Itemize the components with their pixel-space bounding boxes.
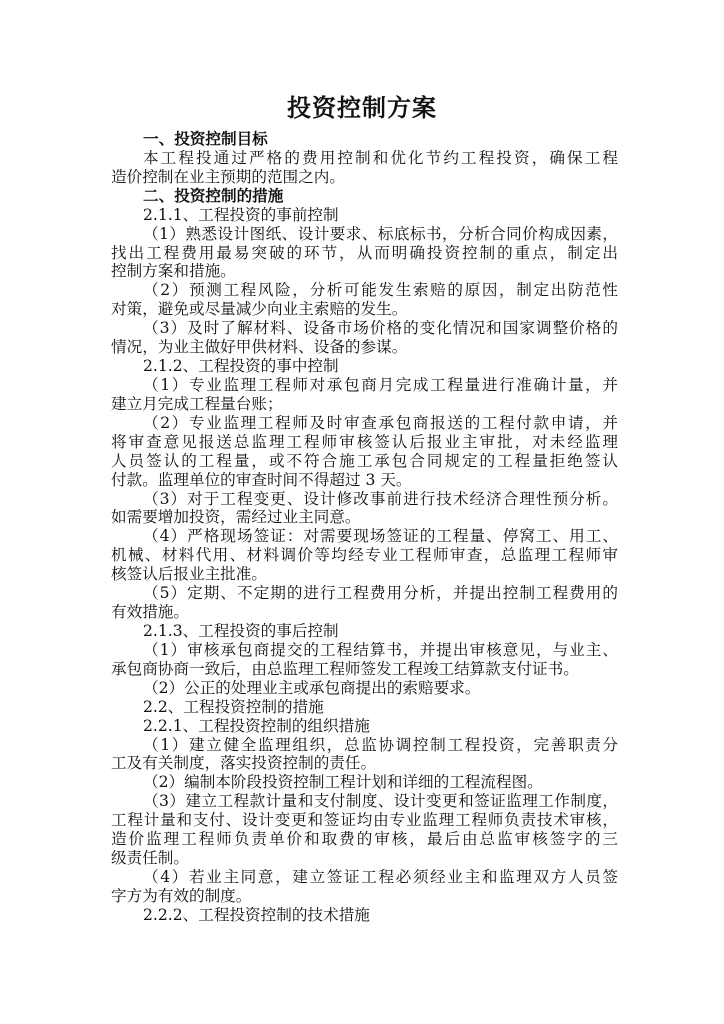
text-line: 造价控制在业主预期的范围之内。	[111, 167, 345, 186]
text-line: 2.1.2、工程投资的事中控制	[143, 357, 339, 376]
document-title: 投资控制方案	[287, 93, 437, 122]
text-line: （2）预测工程风险，分析可能发生索赔的原因，制定出防范性	[143, 281, 618, 300]
paragraph	[111, 319, 618, 357]
text-line: （3）及时了解材料、设备市场价格的变化情况和国家调整价格的	[143, 319, 618, 338]
text-line: 字方为有效的制度。	[111, 886, 252, 905]
text-line: 二、投资控制的措施	[143, 185, 284, 205]
text-line: （1）建立健全监理组织，总监协调控制工程投资，完善职责分	[143, 735, 618, 754]
paragraph	[111, 584, 618, 622]
paragraph	[111, 490, 618, 528]
text-line: （5）定期、不定期的进行工程费用分析，并提出控制工程费用的	[143, 584, 618, 603]
paragraph	[111, 773, 618, 792]
text-line: 控制方案和措施。	[111, 262, 236, 281]
text-line: 对策，避免或尽量减少向业主索赔的发生。	[111, 300, 408, 319]
subsection-heading	[111, 698, 618, 717]
text-line: 找出工程费用最易突破的环节，从而明确投资控制的重点，制定出	[111, 243, 618, 262]
subsection-heading	[111, 357, 618, 376]
text-line: （4）若业主同意，建立签证工程必须经业主和监理双方人员签	[143, 867, 618, 886]
paragraph	[111, 641, 618, 679]
text-line: 工程计量和支付、设计变更和签证均由专业监理工程师负责技术审核，	[111, 811, 618, 830]
text-line: （2）公正的处理业主或承包商提出的索赔要求。	[143, 678, 481, 697]
text-line: 如需要增加投资，需经过业主同意。	[111, 508, 361, 527]
text-line: 承包商协商一致后，由总监理工程师签发工程竣工结算款支付证书。	[111, 659, 579, 678]
text-line: 2.1.1、工程投资的事前控制	[143, 205, 339, 224]
text-line: 情况，为业主做好甲供材料、设备的参谋。	[111, 338, 408, 357]
paragraph	[111, 736, 618, 774]
text-line: 工及有关制度，落实投资控制的责任。	[111, 754, 377, 773]
subsection-heading	[111, 206, 618, 225]
paragraph	[111, 376, 618, 414]
text-line: （1）审核承包商提交的工程结算书，并提出审核意见，与业主、	[143, 640, 618, 659]
text-line: 2.2.1、工程投资控制的组织措施	[143, 716, 370, 735]
section-heading	[111, 130, 618, 149]
paragraph	[111, 414, 618, 490]
text-line: 付款。监理单位的审查时间不得超过 3 天。	[111, 470, 412, 489]
text-line: 建立月完成工程量台账；	[111, 394, 283, 413]
paragraph	[111, 149, 618, 187]
text-line: （3）建立工程款计量和支付制度、设计变更和签证监理工作制度，	[143, 792, 618, 811]
paragraph	[111, 281, 618, 319]
paragraph	[111, 679, 618, 698]
text-line: 造价监理工程师负责单价和取费的审核，最后由总监审核签字的三	[111, 830, 618, 849]
text-line: （3）对于工程变更、设计修改事前进行技术经济合理性预分析。	[143, 489, 618, 508]
text-line: （2）专业监理工程师及时审查承包商报送的工程付款申请，并	[143, 413, 618, 432]
subsection-heading	[111, 717, 618, 736]
section-heading	[111, 187, 618, 206]
text-line: 2.1.3、工程投资的事后控制	[143, 621, 339, 640]
paragraph	[111, 225, 618, 282]
text-line: 核签认后报业主批准。	[111, 565, 267, 584]
text-line: 2.2、工程投资控制的措施	[143, 697, 324, 716]
text-line: 本工程投通过严格的费用控制和优化节约工程投资，确保工程	[143, 148, 618, 167]
text-line: 机械、材料代用、材料调价等均经专业工程师审查，总监理工程师审	[111, 546, 618, 565]
subsection-heading	[111, 906, 618, 925]
text-line: （4）严格现场签证：对需要现场签证的工程量、停窝工、用工、	[143, 527, 618, 546]
text-line: 2.2.2、工程投资控制的技术措施	[143, 905, 370, 924]
text-line: （2）编制本阶段投资控制工程计划和详细的工程流程图。	[143, 773, 543, 792]
text-line: 人员签认的工程量，或不符合施工承包合同规定的工程量拒绝签认	[111, 451, 618, 470]
text-line: （1）熟悉设计图纸、设计要求、标底标书，分析合同价构成因素，	[143, 224, 618, 243]
text-line: 级责任制。	[111, 849, 189, 868]
paragraph	[111, 527, 618, 584]
text-line: （1）专业监理工程师对承包商月完成工程量进行准确计量，并	[143, 375, 618, 394]
paragraph	[111, 868, 618, 906]
text-line: 一、投资控制目标	[143, 129, 268, 148]
text-line: 将审查意见报送总监理工程师审核签认后报业主审批，对未经监理	[111, 432, 618, 451]
subsection-heading	[111, 622, 618, 641]
paragraph	[111, 792, 618, 868]
text-line: 有效措施。	[111, 603, 189, 622]
document-body	[111, 130, 618, 925]
